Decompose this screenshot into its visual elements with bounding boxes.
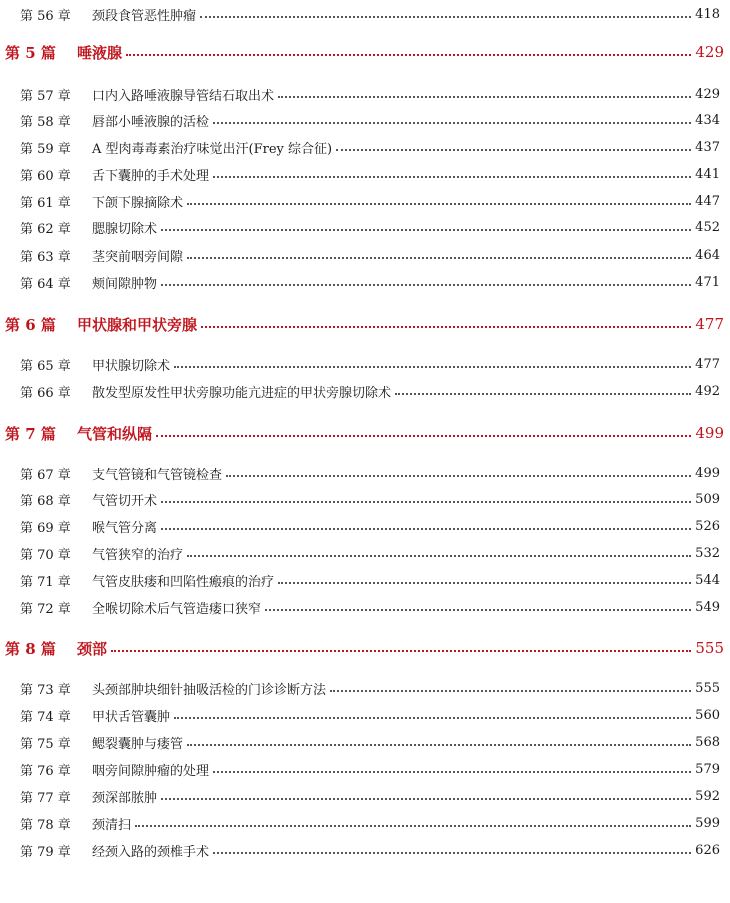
page-number: 418	[695, 6, 720, 22]
dot-leader	[201, 325, 691, 328]
page-number: 437	[695, 139, 720, 155]
chapter-title: 颈段食管恶性肿瘤	[92, 8, 197, 24]
page-number: 560	[695, 707, 720, 723]
page-number: 464	[695, 247, 720, 263]
page-number: 434	[695, 112, 720, 128]
page-number: 599	[695, 815, 720, 831]
chapter-title: 舌下囊肿的手术处理	[92, 168, 210, 184]
toc-part-row	[0, 310, 730, 338]
page-number: 568	[695, 734, 720, 750]
part-number: 第 5 篇	[5, 43, 56, 62]
dot-leader	[213, 851, 691, 854]
dot-leader	[187, 743, 691, 746]
toc-chapter-row	[0, 109, 730, 131]
part-title: 颈部	[77, 639, 108, 658]
chapter-number: 第 65 章	[20, 358, 71, 374]
page-number: 549	[695, 599, 720, 615]
chapter-title: 咽旁间隙肿瘤的处理	[92, 763, 210, 779]
dot-leader	[174, 365, 691, 368]
chapter-title: 散发型原发性甲状旁腺功能亢进症的甲状旁腺切除术	[92, 385, 392, 401]
page-number: 544	[695, 572, 720, 588]
dot-leader	[156, 434, 691, 437]
chapter-number: 第 62 章	[20, 221, 71, 237]
chapter-number: 第 79 章	[20, 844, 71, 860]
page-number: 471	[695, 274, 720, 290]
dot-leader	[200, 15, 691, 18]
page-number: 579	[695, 761, 720, 777]
chapter-number: 第 73 章	[20, 682, 71, 698]
chapter-number: 第 61 章	[20, 195, 71, 211]
page-number: 429	[695, 86, 720, 102]
toc-chapter-row	[0, 271, 730, 293]
chapter-title: 全喉切除术后气管造瘘口狭窄	[92, 601, 262, 617]
dot-leader	[226, 474, 691, 477]
dot-leader	[161, 527, 691, 530]
chapter-number: 第 68 章	[20, 493, 71, 509]
chapter-title: 唇部小唾液腺的活检	[92, 114, 210, 130]
chapter-title: 下颌下腺摘除术	[92, 195, 184, 211]
chapter-number: 第 60 章	[20, 168, 71, 184]
part-title: 气管和纵隔	[77, 424, 153, 443]
part-number: 第 6 篇	[5, 315, 56, 334]
dot-leader	[278, 95, 691, 98]
chapter-number: 第 56 章	[20, 8, 71, 24]
part-title: 甲状腺和甲状旁腺	[77, 315, 198, 334]
dot-leader	[161, 228, 691, 231]
chapter-number: 第 57 章	[20, 88, 71, 104]
toc-chapter-row	[0, 244, 730, 266]
toc-chapter-row	[0, 163, 730, 185]
dot-leader	[336, 148, 691, 151]
chapter-number: 第 78 章	[20, 817, 71, 833]
chapter-number: 第 74 章	[20, 709, 71, 725]
dot-leader	[161, 500, 691, 503]
chapter-title: 支气管镜和气管镜检查	[92, 467, 223, 483]
part-number: 第 7 篇	[5, 424, 56, 443]
dot-leader	[161, 797, 691, 800]
page-number: 526	[695, 518, 720, 534]
chapter-title: 颊间隙肿物	[92, 276, 158, 292]
toc-chapter-row	[0, 488, 730, 510]
toc-chapter-row	[0, 216, 730, 238]
chapter-title: 颈清扫	[92, 817, 132, 833]
chapter-title: 颈深部脓肿	[92, 790, 158, 806]
toc-part-row	[0, 634, 730, 662]
toc-chapter-row	[0, 3, 730, 25]
toc-chapter-row	[0, 190, 730, 212]
chapter-title: 茎突前咽旁间隙	[92, 249, 184, 265]
dot-leader	[278, 581, 691, 584]
toc-chapter-row	[0, 812, 730, 834]
page-number: 477	[695, 315, 724, 333]
chapter-number: 第 69 章	[20, 520, 71, 536]
chapter-title: 气管切开术	[92, 493, 158, 509]
toc-chapter-row	[0, 542, 730, 564]
toc-chapter-row	[0, 462, 730, 484]
part-title: 唾液腺	[77, 43, 123, 62]
toc-chapter-row	[0, 785, 730, 807]
toc-chapter-row	[0, 136, 730, 158]
dot-leader	[395, 392, 691, 395]
dot-leader	[174, 716, 691, 719]
toc-chapter-row	[0, 731, 730, 753]
dot-leader	[126, 53, 691, 56]
dot-leader	[161, 283, 691, 286]
chapter-number: 第 58 章	[20, 114, 71, 130]
dot-leader	[187, 554, 691, 557]
chapter-title: 气管狭窄的治疗	[92, 547, 184, 563]
chapter-number: 第 70 章	[20, 547, 71, 563]
chapter-number: 第 71 章	[20, 574, 71, 590]
chapter-number: 第 76 章	[20, 763, 71, 779]
page-number: 447	[695, 193, 720, 209]
part-number: 第 8 篇	[5, 639, 56, 658]
dot-leader	[135, 824, 691, 827]
page-number: 555	[695, 680, 720, 696]
chapter-number: 第 72 章	[20, 601, 71, 617]
dot-leader	[265, 608, 691, 611]
dot-leader	[111, 649, 691, 652]
chapter-title: 气管皮肤瘘和凹陷性瘢痕的治疗	[92, 574, 275, 590]
page-number: 592	[695, 788, 720, 804]
chapter-title: 经颈入路的颈椎手术	[92, 844, 210, 860]
toc-chapter-row	[0, 677, 730, 699]
chapter-title: 喉气管分离	[92, 520, 158, 536]
page-number: 429	[695, 43, 724, 61]
page-number: 452	[695, 219, 720, 235]
chapter-number: 第 59 章	[20, 141, 71, 157]
page-number: 555	[695, 639, 724, 657]
chapter-number: 第 66 章	[20, 385, 71, 401]
chapter-title: 甲状舌管囊肿	[92, 709, 171, 725]
chapter-title: 口内入路唾液腺导管结石取出术	[92, 88, 275, 104]
chapter-number: 第 67 章	[20, 467, 71, 483]
page-number: 532	[695, 545, 720, 561]
dot-leader	[213, 770, 691, 773]
toc-chapter-row	[0, 83, 730, 105]
page-number: 509	[695, 491, 720, 507]
dot-leader	[213, 121, 691, 124]
chapter-title: A 型肉毒毒素治疗味觉出汗(Frey 综合征)	[92, 141, 333, 157]
chapter-title: 头颈部肿块细针抽吸活检的门诊诊断方法	[92, 682, 327, 698]
toc-chapter-row	[0, 758, 730, 780]
page-number: 499	[695, 424, 724, 442]
toc-chapter-row	[0, 839, 730, 861]
page-number: 477	[695, 356, 720, 372]
toc-chapter-row	[0, 515, 730, 537]
toc-chapter-row	[0, 569, 730, 591]
page-number: 441	[695, 166, 720, 182]
dot-leader	[187, 256, 691, 259]
toc-part-row	[0, 38, 730, 66]
dot-leader	[330, 689, 691, 692]
chapter-title: 腮腺切除术	[92, 221, 158, 237]
toc-chapter-row	[0, 596, 730, 618]
toc-part-row	[0, 419, 730, 447]
page-number: 492	[695, 383, 720, 399]
dot-leader	[187, 202, 691, 205]
page-number: 626	[695, 842, 720, 858]
toc-chapter-row	[0, 353, 730, 375]
dot-leader	[213, 175, 691, 178]
chapter-number: 第 64 章	[20, 276, 71, 292]
chapter-number: 第 77 章	[20, 790, 71, 806]
toc-chapter-row	[0, 380, 730, 402]
chapter-title: 鳃裂囊肿与瘘管	[92, 736, 184, 752]
chapter-number: 第 63 章	[20, 249, 71, 265]
chapter-title: 甲状腺切除术	[92, 358, 171, 374]
chapter-number: 第 75 章	[20, 736, 71, 752]
toc-chapter-row	[0, 704, 730, 726]
page-number: 499	[695, 465, 720, 481]
